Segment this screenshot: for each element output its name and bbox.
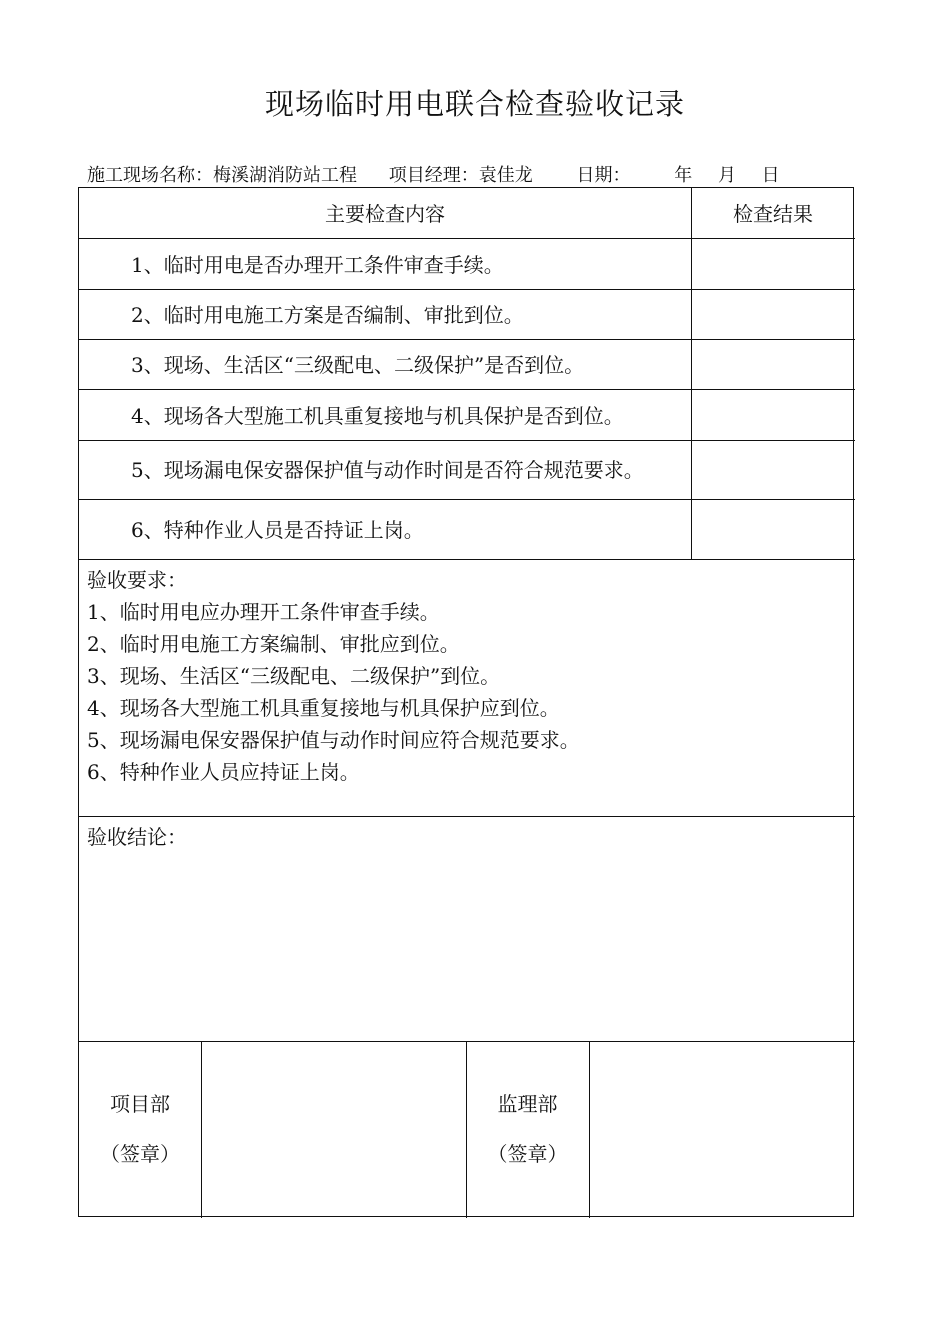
- supervision-dept-label: 监理部: [497, 1092, 558, 1116]
- site-name: 梅溪湖消防站工程: [213, 165, 357, 186]
- requirement-line-5: 5、现场漏电保安器保护值与动作时间应符合规范要求。: [87, 728, 580, 752]
- requirement-line-3: 3、现场、生活区“三级配电、二级保护”到位。: [87, 664, 501, 688]
- inspection-table: [78, 187, 854, 1217]
- conclusion-heading: 验收结论：: [87, 825, 187, 849]
- manager-label: 项目经理：: [388, 165, 479, 186]
- header-content: 主要检查内容: [325, 202, 445, 226]
- supervision-seal-label: （签章）: [487, 1142, 568, 1166]
- check-item-3: 3、现场、生活区“三级配电、二级保护”是否到位。: [131, 353, 585, 377]
- requirements-heading: 验收要求：: [87, 568, 187, 592]
- meta-line: [87, 161, 780, 187]
- project-seal-label: （签章）: [100, 1142, 180, 1166]
- requirement-line-1: 1、临时用电应办理开工条件审查手续。: [87, 600, 440, 624]
- check-item-1: 1、临时用电是否办理开工条件审查手续。: [131, 253, 504, 277]
- date-day: 日: [761, 165, 780, 186]
- document-title: 现场临时用电联合检查验收记录: [264, 87, 685, 121]
- date-year: 年: [674, 165, 693, 186]
- requirement-line-2: 2、临时用电施工方案编制、审批应到位。: [87, 632, 460, 656]
- check-item-2: 2、临时用电施工方案是否编制、审批到位。: [131, 303, 524, 327]
- requirement-line-6: 6、特种作业人员应持证上岗。: [87, 760, 360, 784]
- date-month: 月: [717, 165, 736, 186]
- header-result: 检查结果: [733, 202, 813, 226]
- check-item-5: 5、现场漏电保安器保护值与动作时间是否符合规范要求。: [131, 458, 644, 482]
- check-item-4: 4、现场各大型施工机具重复接地与机具保护是否到位。: [131, 404, 624, 428]
- site-label: 施工现场名称：: [87, 165, 213, 186]
- check-item-6: 6、特种作业人员是否持证上岗。: [131, 518, 424, 542]
- manager-name: 袁佳龙: [478, 165, 533, 186]
- project-dept-label: 项目部: [110, 1092, 170, 1116]
- requirement-line-4: 4、现场各大型施工机具重复接地与机具保护应到位。: [87, 696, 560, 720]
- date-label: 日期：: [576, 165, 631, 186]
